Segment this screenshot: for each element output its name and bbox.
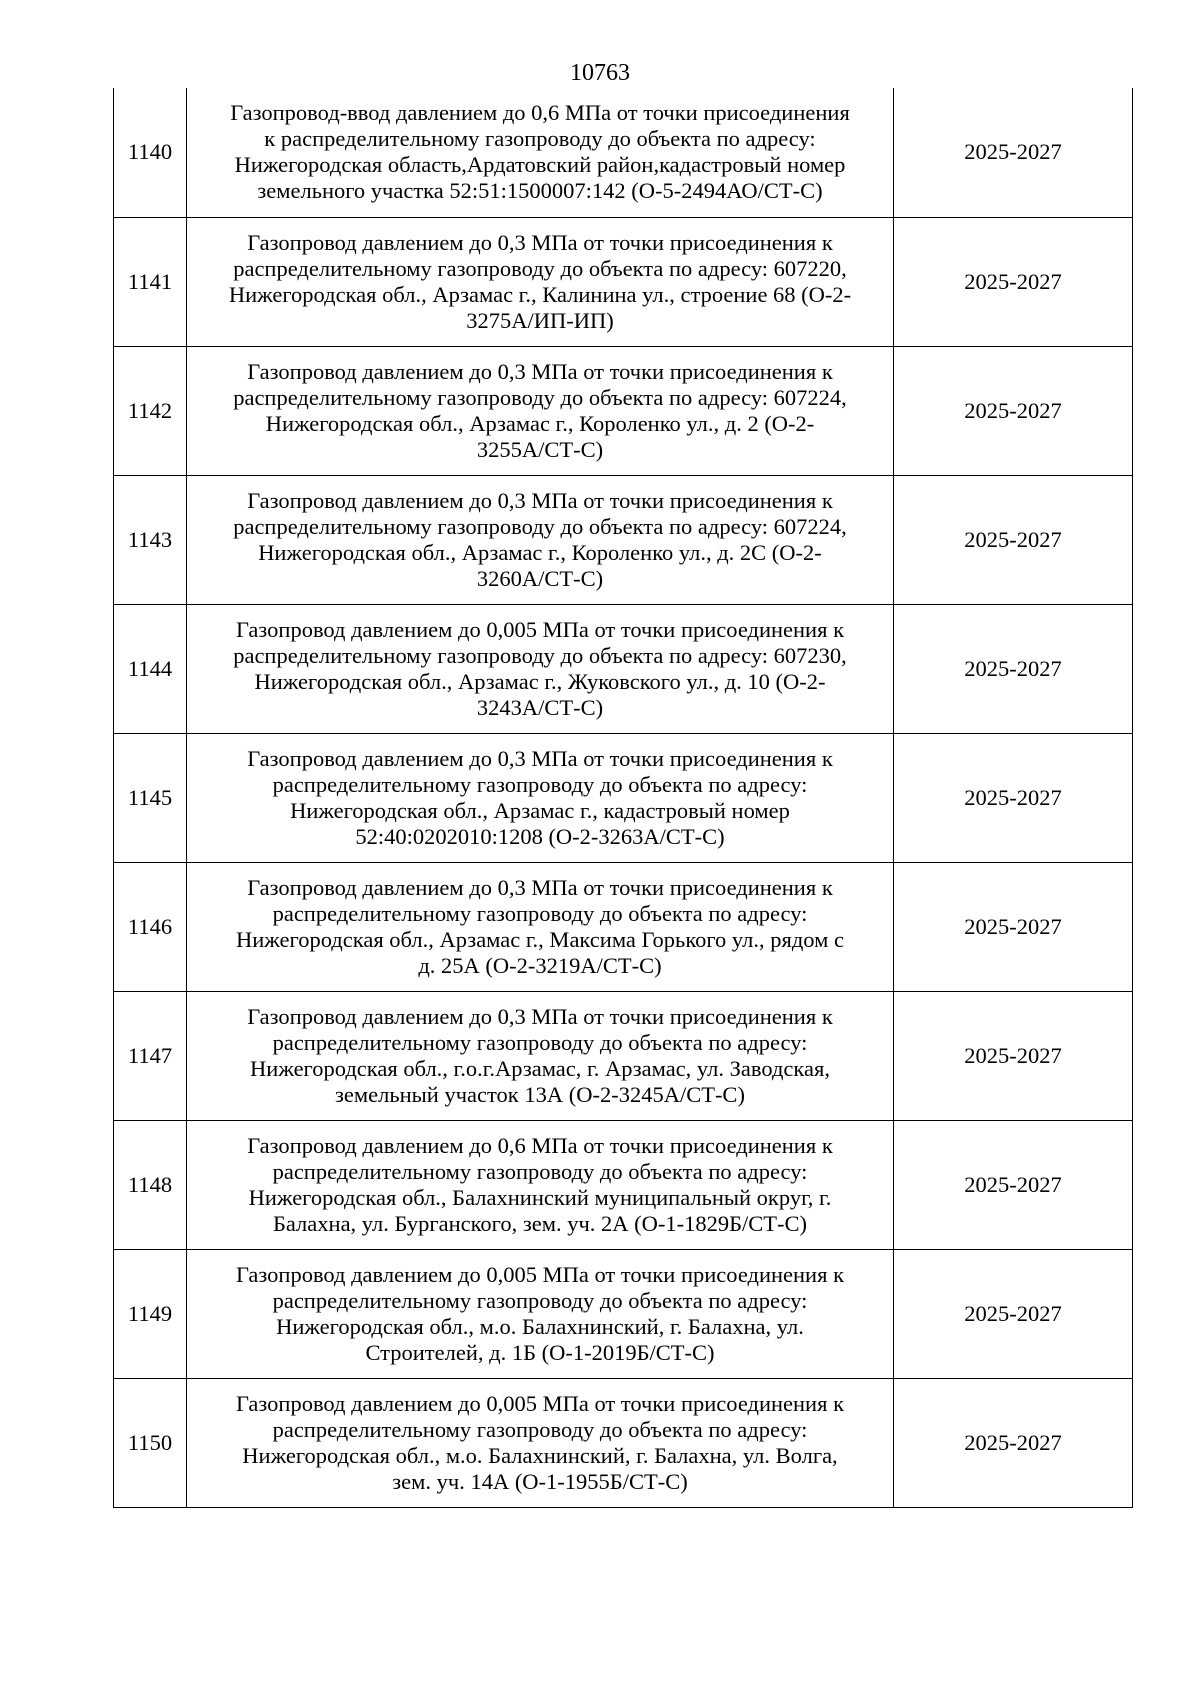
period-cell: 2025-2027 [894,1249,1133,1378]
description-cell [187,1120,894,1249]
period-cell: 2025-2027 [894,862,1133,991]
row-number-cell: 1145 [114,733,187,862]
period-cell: 2025-2027 [894,475,1133,604]
description-line: 3260А/СТ-С) [476,565,604,591]
table-row [114,991,1133,1120]
description-line: Газопровод давлением до 0,005 МПа от точки присоединения к [235,616,845,642]
period-cell: 2025-2027 [894,217,1133,346]
description-line: распределительному газопроводу до объекта по адресу: 607230, [233,642,847,668]
description-cell [187,1249,894,1378]
description-cell [187,862,894,991]
table-row [114,604,1133,733]
row-number-cell: 1143 [114,475,187,604]
description-line: Газопровод давлением до 0,3 МПа от точки присоединения к [247,874,833,900]
description-line: земельный участок 13А (О-2-3245А/СТ-С) [335,1081,745,1107]
description-cell [187,88,894,217]
description-line: земельного участка 52:51:1500007:142 (О-5-2494АО/СТ-С) [257,178,823,204]
description-cell [187,217,894,346]
period-cell: 2025-2027 [894,1378,1133,1507]
row-number-cell: 1142 [114,346,187,475]
description-line: Газопровод-ввод давлением до 0,6 МПа от точки присоединения [230,100,850,126]
description-line: Нижегородская обл., Арзамас г., Максима Горького ул., рядом с [236,926,844,952]
description-line: Нижегородская обл., Арзамас г., Короленко ул., д. 2 (О-2- [265,410,815,436]
period-cell: 2025-2027 [894,88,1133,217]
description-line: распределительному газопроводу до объекта по адресу: 607220, [233,255,847,281]
description-line: Нижегородская область,Ардатовский район,кадастровый номер [234,152,846,178]
description-line: Газопровод давлением до 0,3 МПа от точки присоединения к [247,1003,833,1029]
description-line: распределительному газопроводу до объекта по адресу: [272,771,808,797]
description-cell [187,991,894,1120]
period-cell: 2025-2027 [894,346,1133,475]
description-line: д. 25А (О-2-3219А/СТ-С) [418,952,662,978]
row-number-cell: 1150 [114,1378,187,1507]
table-row [114,346,1133,475]
description-line: Нижегородская обл., м.о. Балахнинский, г. Балахна, ул. [276,1313,804,1339]
description-line: 3243А/СТ-С) [476,694,604,720]
period-cell: 2025-2027 [894,1120,1133,1249]
period-cell: 2025-2027 [894,604,1133,733]
row-number-cell: 1140 [114,88,187,217]
description-line: Нижегородская обл., м.о. Балахнинский, г. Балахна, ул. Волга, [242,1442,838,1468]
description-line: распределительному газопроводу до объекта по адресу: 607224, [233,513,847,539]
objects-table [113,88,1133,1508]
period-cell: 2025-2027 [894,991,1133,1120]
description-line: Нижегородская обл., Арзамас г., Короленко ул., д. 2С (О-2- [258,539,822,565]
row-number-cell: 1149 [114,1249,187,1378]
description-line: распределительному газопроводу до объекта по адресу: [272,1287,808,1313]
description-cell [187,346,894,475]
description-line: Газопровод давлением до 0,005 МПа от точки присоединения к [235,1261,845,1287]
period-cell: 2025-2027 [894,733,1133,862]
description-cell [187,1378,894,1507]
table-row [114,733,1133,862]
description-line: 3255А/СТ-С) [476,436,604,462]
row-number-cell: 1144 [114,604,187,733]
description-line: Нижегородская обл., Арзамас г., кадастровый номер [290,797,790,823]
description-line: распределительному газопроводу до объекта по адресу: [272,1029,808,1055]
table-row [114,1120,1133,1249]
row-number-cell: 1147 [114,991,187,1120]
description-cell [187,475,894,604]
description-line: распределительному газопроводу до объекта по адресу: [272,900,808,926]
description-line: Нижегородская обл., Арзамас г., Калинина ул., строение 68 (О-2- [228,281,852,307]
description-line: Нижегородская обл., Арзамас г., Жуковского ул., д. 10 (О-2- [254,668,826,694]
table-row [114,217,1133,346]
row-number-cell: 1146 [114,862,187,991]
description-line: Балахна, ул. Бурганского, зем. уч. 2А (О-1-1829Б/СТ-С) [272,1210,808,1236]
description-line: распределительному газопроводу до объекта по адресу: [272,1416,808,1442]
table-body [114,88,1133,1507]
description-line: к распределительному газопроводу до объекта по адресу: [264,126,816,152]
description-line: Газопровод давлением до 0,3 МПа от точки присоединения к [247,229,833,255]
description-line: Нижегородская обл., Балахнинский муниципальный округ, г. [248,1184,832,1210]
description-line: распределительному газопроводу до объекта по адресу: 607224, [233,384,847,410]
table-row [114,1378,1133,1507]
page-number: 10763 [570,60,630,86]
table-row [114,1249,1133,1378]
description-line: Газопровод давлением до 0,3 МПа от точки присоединения к [247,487,833,513]
description-line: Газопровод давлением до 0,6 МПа от точки присоединения к [247,1132,833,1158]
description-line: 52:40:0202010:1208 (О-2-3263А/СТ-С) [355,823,725,849]
description-line: Газопровод давлением до 0,3 МПа от точки присоединения к [247,745,833,771]
table-row [114,862,1133,991]
description-cell [187,733,894,862]
description-line: зем. уч. 14А (О-1-1955Б/СТ-С) [392,1468,688,1494]
row-number-cell: 1148 [114,1120,187,1249]
description-line: Газопровод давлением до 0,005 МПа от точки присоединения к [235,1390,845,1416]
description-cell [187,604,894,733]
row-number-cell: 1141 [114,217,187,346]
description-line: 3275А/ИП-ИП) [466,307,614,333]
description-line: Нижегородская обл., г.о.г.Арзамас, г. Арзамас, ул. Заводская, [250,1055,830,1081]
description-line: Газопровод давлением до 0,3 МПа от точки присоединения к [247,358,833,384]
table-row [114,88,1133,217]
description-line: Строителей, д. 1Б (О-1-2019Б/СТ-С) [365,1339,715,1365]
table-row [114,475,1133,604]
description-line: распределительному газопроводу до объекта по адресу: [272,1158,808,1184]
